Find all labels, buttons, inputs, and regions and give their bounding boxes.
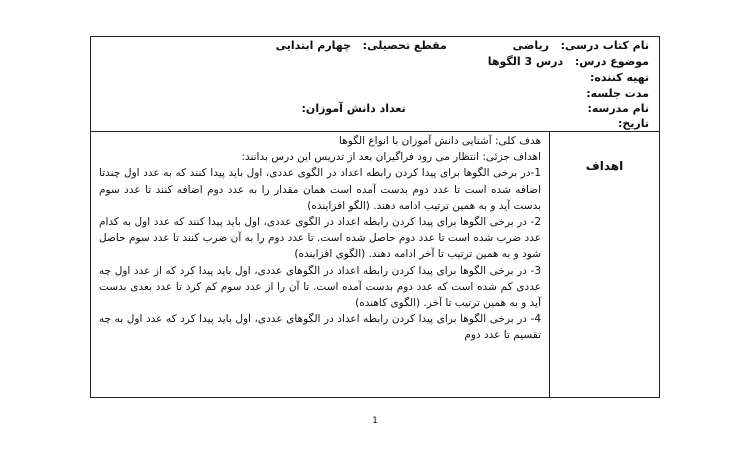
goals-content bbox=[91, 131, 549, 397]
lesson-plan-table bbox=[90, 36, 660, 398]
goal-item-2: 2- در برخی الگوها برای پیدا کردن رابطه اعداد در الگوی عددی، اول باید پیدا کنند که عدد اول به کدام عدد ضرب شده است تا عدد دوم حاصل شده است. تا عدد دوم را به آن ضرب کنند تا عدد سوم حاصل شود و به همین ترتیب تا آخر ادامه دهند. (الگوی افزاینده) bbox=[99, 216, 541, 261]
grade-value: چهارم ابتدایی bbox=[275, 39, 351, 52]
general-goal: هدف کلی: آشنایی دانش آموزان با انواع الگوها bbox=[338, 135, 541, 147]
topic-label: موضوع درس: bbox=[574, 55, 649, 68]
goal-item-3: 3- در برخی الگوها برای پیدا کردن رابطه اعداد در الگوهای عددی، اول باید پیدا کرد که از عدد اول چه عددی کم شده است که عدد دوم بدست آمده است. تا آن را از عدد سوم کم کرد تا عدد بعدی بدست آید و به همین ترتیب تا آخر. (الگوی کاهنده) bbox=[99, 264, 541, 310]
topic-value: درس 3 الگوها bbox=[487, 55, 564, 68]
goal-item-4: 4- در برخی الگوها برای پیدا کردن رابطه اعداد در الگوهای عددی، اول باید پیدا کرد که عدد اول به چه تقسیم تا عدد دوم bbox=[99, 313, 541, 342]
school-label: نام مدرسه: bbox=[587, 102, 649, 115]
page-number: 1 bbox=[372, 416, 378, 426]
date-label: تاریخ: bbox=[617, 117, 649, 130]
book-grade-row bbox=[276, 39, 649, 52]
preparer-label: تهیه کننده: bbox=[589, 71, 649, 84]
date-row bbox=[618, 117, 649, 130]
partial-goal: اهداف جزئی: انتظار می رود فراگیران بعد از تدریس این درس بدانند: bbox=[241, 151, 541, 164]
duration-row bbox=[586, 87, 649, 100]
duration-label: مدت جلسه: bbox=[586, 87, 649, 100]
school-row bbox=[302, 102, 649, 115]
students-count-label: تعداد دانش آموزان: bbox=[301, 102, 406, 115]
grade-label: مقطع تحصیلی: bbox=[362, 39, 447, 52]
topic-row bbox=[488, 55, 649, 68]
goals-heading: اهداف bbox=[585, 159, 624, 173]
goals-side-cell bbox=[549, 131, 659, 397]
book-name-label: نام کتاب درسی: bbox=[560, 39, 649, 52]
preparer-row bbox=[590, 71, 649, 84]
goals-section bbox=[91, 131, 659, 397]
book-name-value: ریاضی bbox=[512, 39, 549, 52]
lesson-info-header bbox=[91, 37, 659, 132]
goal-item-1: 1-در برخی الگوها برای پیدا کردن رابطه اعداد در الگوی عددی، اول باید پیدا کنند که به عدد اول چندتا اضافه شده است تا عدد دوم بدست آمده است همان مقدار را به عدد دوم اضافه کنند تا عدد سوم بدست آید و به همین ترتیب ادامه دهند. (الگو افزاینده) bbox=[99, 167, 541, 212]
